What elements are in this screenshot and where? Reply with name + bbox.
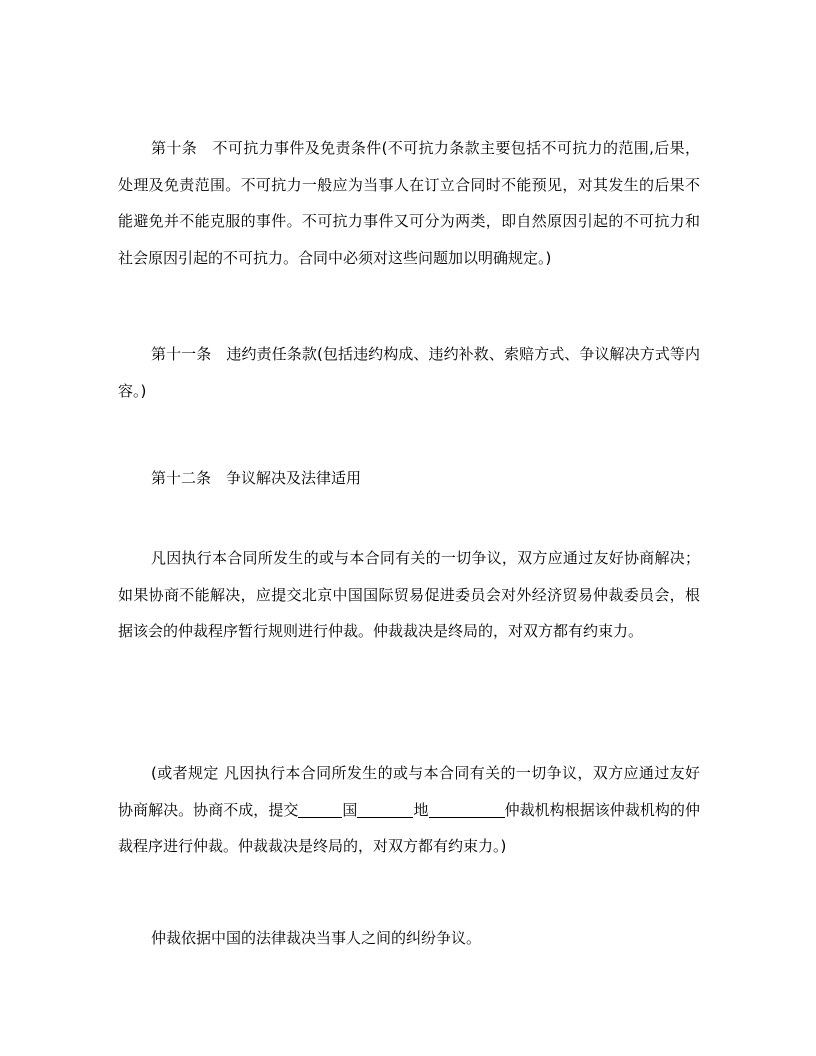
institution-blank (429, 801, 505, 818)
alt-text-part-2: 国 (342, 800, 358, 819)
article-11-paragraph: 第十一条 违约责任条款(包括违约构成、违约补救、索赔方式、争议解决方式等内容。) (118, 345, 700, 400)
article-12-governing-law: 仲裁依据中国的法律裁决当事人之间的纠纷争议。 (151, 929, 482, 947)
article-12-alternative-paragraph (118, 755, 700, 865)
alt-text-part-1: (或者规定 凡因执行本合同所发生的或与本合同有关的一切争议，双方应通过友好协商解决。协商不成，提交 (118, 764, 700, 819)
article-10-paragraph: 第十条 不可抗力事件及免责条件(不可抗力条款主要包括不可抗力的范围,后果，处理及免责范围。不可抗力一般应为当事人在订立合同时不能预见，对其发生的后果不能避免并不能克服的事件。不可抗力事件又可分为两类，即自然原因引起的不可抗力和社会原因引起的不可抗力。合同中必须对这些问题加以明确规定。) (118, 139, 700, 267)
place-blank (357, 801, 413, 818)
article-12-heading: 第十二条 争议解决及法律适用 (151, 469, 362, 487)
alt-text-part-3: 地 (413, 800, 429, 819)
article-12-paragraph-1: 凡因执行本合同所发生的或与本合同有关的一切争议，双方应通过友好协商解决；如果协商不能解决，应提交北京中国国际贸易促进委员会对外经济贸易仲裁委员会，根据该会的仲裁程序暂行规则进行仲裁。仲裁裁决是终局的，对双方都有约束力。 (118, 549, 700, 640)
country-blank (298, 801, 342, 818)
alt-text-part-4: 仲裁机构根据该仲裁机构的仲裁程序进行仲裁。仲裁裁决是终局的，对双方都有约束力。) (118, 800, 700, 855)
